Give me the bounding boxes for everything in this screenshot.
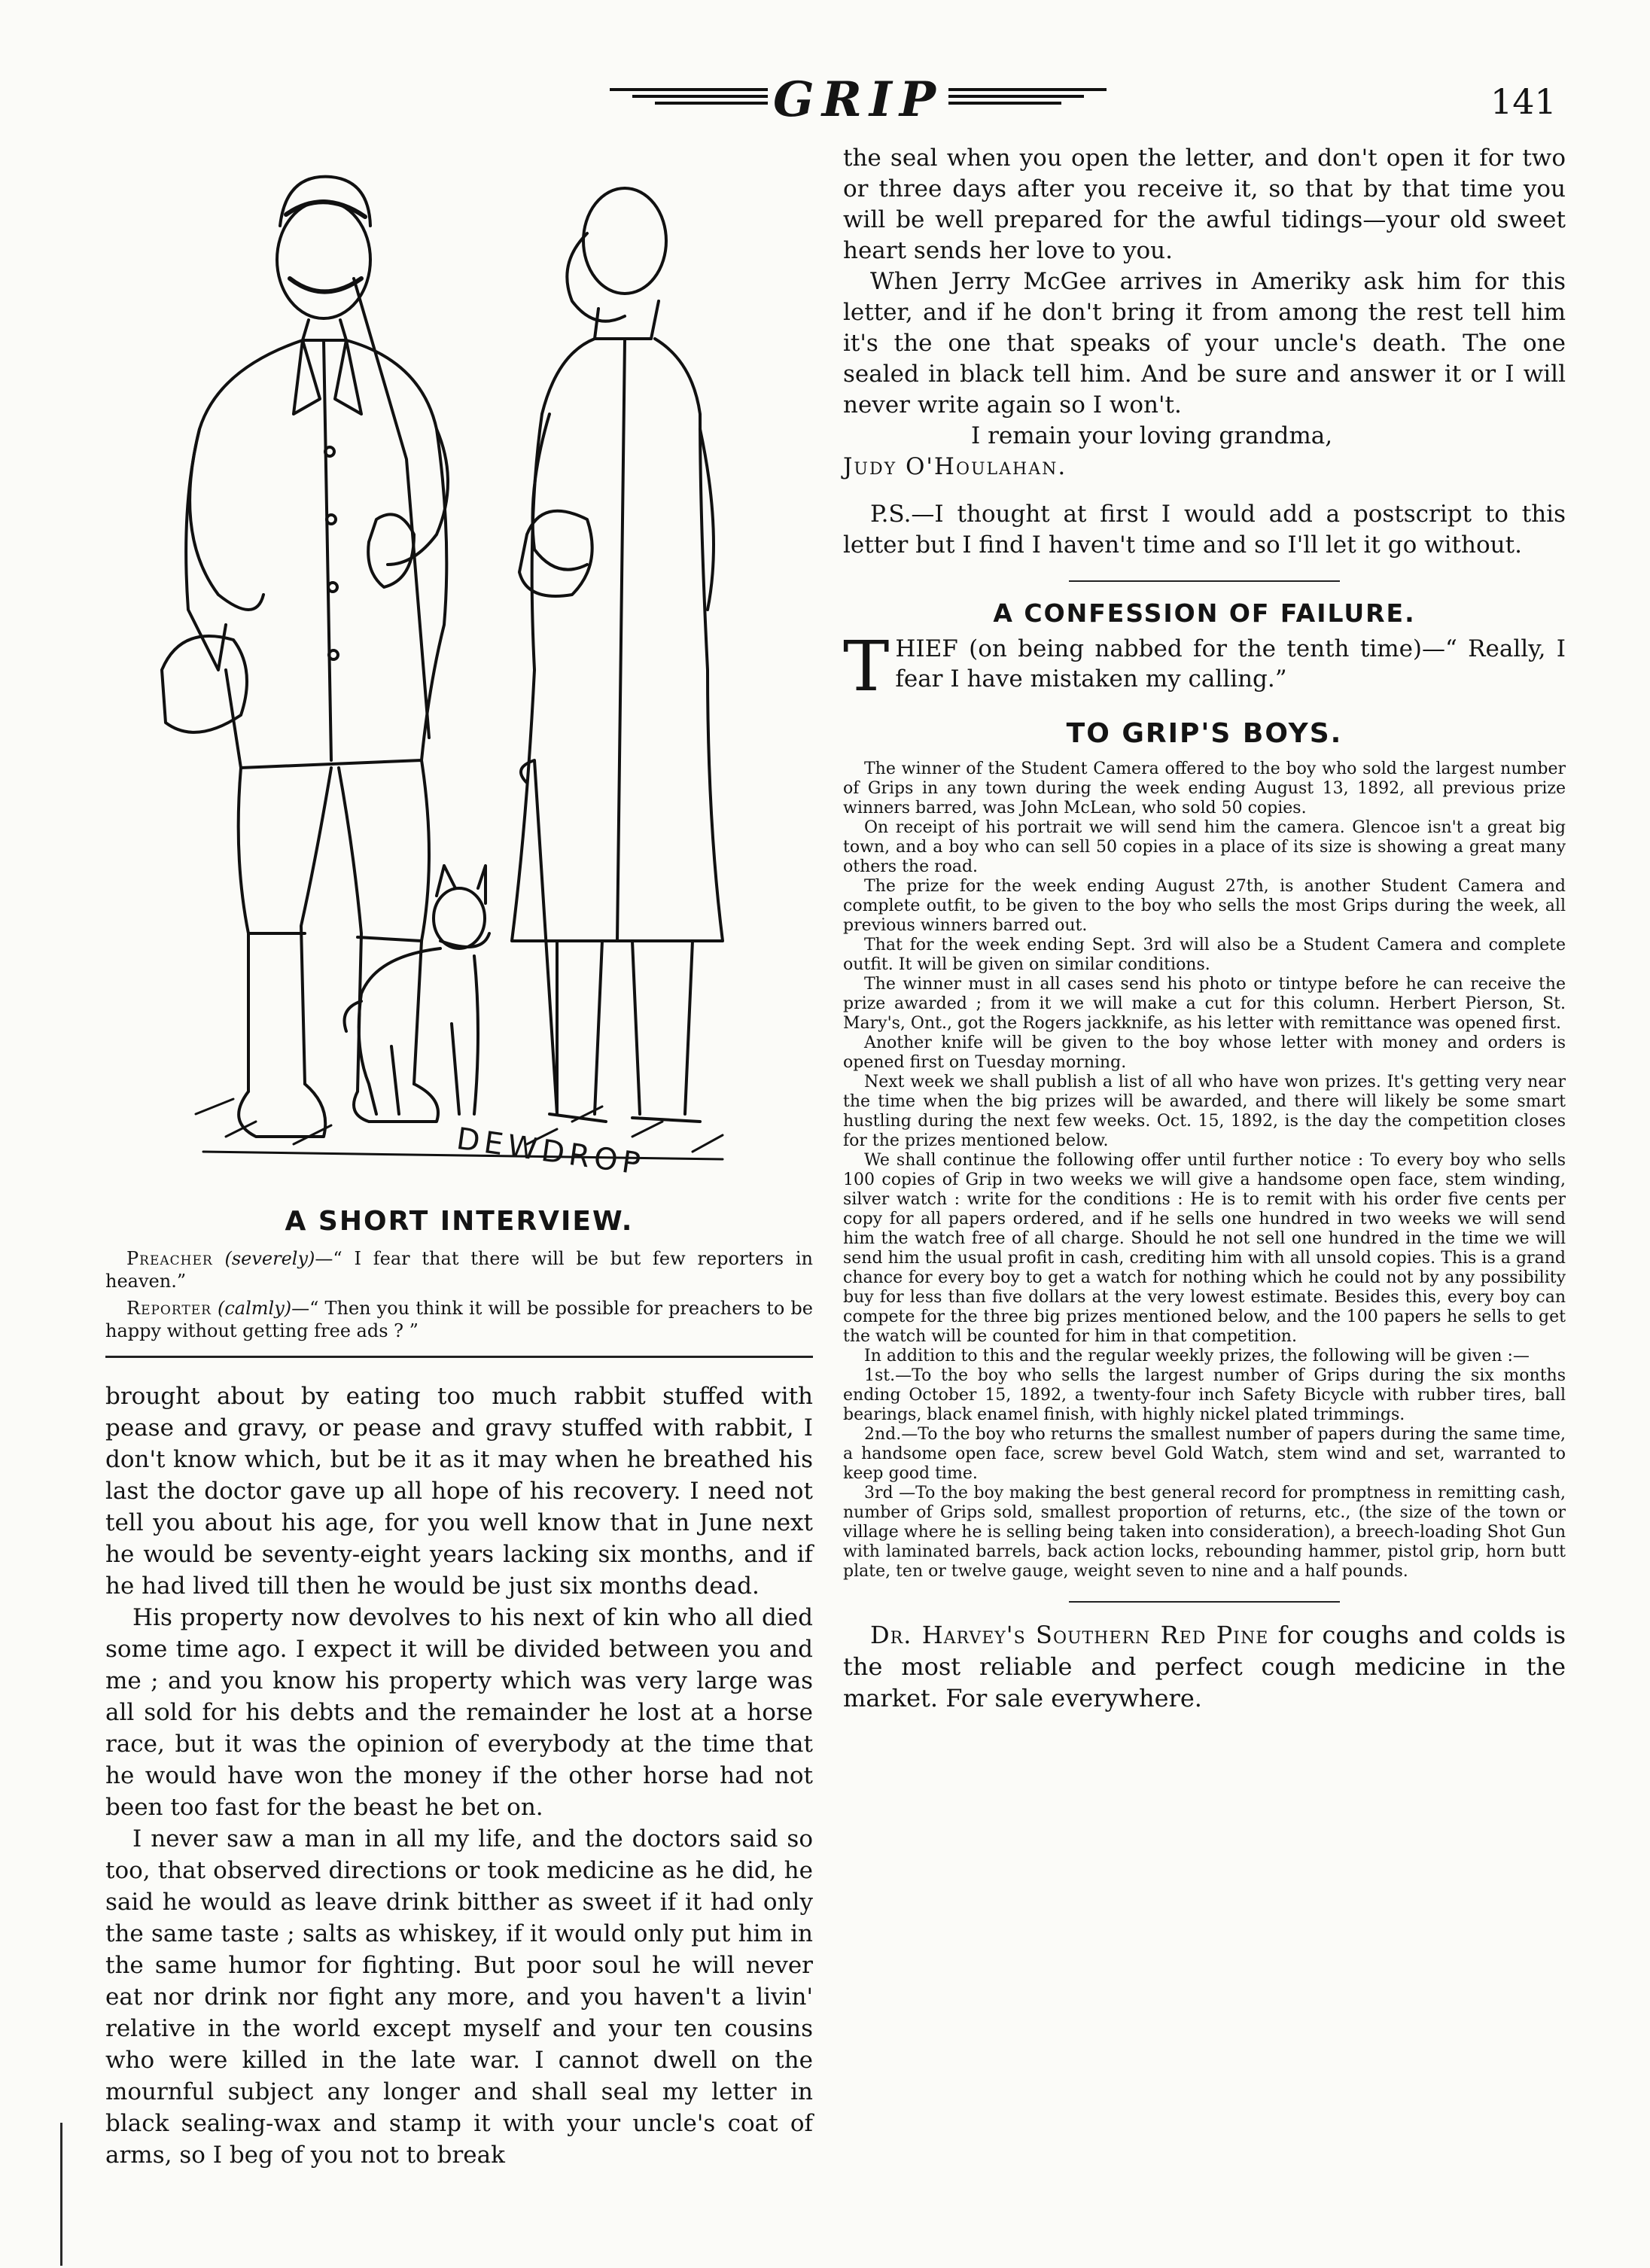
advert-product: Dr. Harvey's Southern Red Pine bbox=[870, 1621, 1269, 1649]
boys-paragraph: 2nd.—To the boy who returns the smallest number of papers during the same time, a handsome open face, screw bevel Gold Watch, stem wind and set, warranted to keep good time. bbox=[843, 1425, 1566, 1483]
letter-closing: I remain your loving grandma, bbox=[971, 422, 1333, 449]
confession-section bbox=[843, 598, 1566, 707]
boys-paragraph: The winner must in all cases send his photo or tintype before he can receive the prize awarded ; from it we will make a cut for this column. Herbert Pierson, St. Mary's, Ont., got the Rogers jackknife, as his letter with remittance was opened first. bbox=[843, 975, 1566, 1033]
boys-heading: TO GRIP'S BOYS. bbox=[1066, 718, 1343, 749]
letter-continued-left bbox=[105, 1381, 813, 2171]
masthead-rule-right bbox=[948, 88, 1107, 118]
boys-paragraph: The prize for the week ending August 27th, is another Student Camera and complete outfit, to be given to the boy who sells the most Grips during the week, all previous winners barred out. bbox=[843, 877, 1566, 935]
letter-continued-right bbox=[843, 143, 1566, 561]
letter-paragraph: When Jerry McGee arrives in Ameriky ask him for this letter, and if he don't bring it from among the rest tell him it's the one that speaks of your uncle's death. The one sealed in black tell him. And be sure and answer it or I will never write again so I won't. bbox=[843, 268, 1566, 419]
cartoon-illustration bbox=[105, 143, 813, 1197]
letter-paragraph: His property now devolves to his next of kin who all died some time ago. I expect it will be divided between you and me ; and you know his property which was very large was all sold for his debts and the remainder he lost at a horse race, but it was the opinion of everybody at the time that he would have won the money if the other horse had not been too fast for the beast he bet on. bbox=[105, 1604, 813, 1821]
dialogue-line-reporter bbox=[105, 1297, 813, 1342]
speaker-name: Preacher bbox=[126, 1248, 213, 1269]
section-divider bbox=[1069, 1601, 1340, 1603]
letter-paragraph: brought about by eating too much rabbit stuffed with pease and gravy, or pease and gravy stuffed with rabbit, I don't know which, but be it as it may when he breathed his last the doctor gave up all hope of his recovery. I need not tell you about his age, for you well know that in June next he would be seventy-eight years lacking six months, and if he had lived till then he would be just six months dead. bbox=[105, 1383, 813, 1600]
page-number: 141 bbox=[1490, 81, 1557, 122]
right-column bbox=[843, 143, 1566, 1714]
section-divider bbox=[105, 1356, 813, 1358]
letter-paragraph: the seal when you open the letter, and don't open it for two or three days after you receive it, so that by that time you will be well prepared for the awful tidings—your old sweet heart sends her love to you. bbox=[843, 145, 1566, 264]
section-divider bbox=[1069, 580, 1340, 582]
advertisement bbox=[843, 1619, 1566, 1714]
boys-paragraph: Next week we shall publish a list of all who have won prizes. It's getting very near the time when the big prizes will be awarded, and there will likely be some smart hustling during the next few weeks. Oct. 15, 1892, is the day the competition closes for the prizes mentioned below. bbox=[843, 1073, 1566, 1150]
confession-heading: A CONFESSION OF FAILURE. bbox=[993, 598, 1416, 628]
masthead-title: GRIP bbox=[773, 72, 943, 128]
dialogue-text: —“ Then you think it will be possible for preachers to be happy without getting free ads ? ” bbox=[105, 1298, 814, 1341]
page-edge-line bbox=[60, 2123, 62, 2266]
boys-paragraph: 1st.—To the boy who sells the largest number of Grips during the six months ending October 15, 1892, a twenty-four inch Safety Bicycle with rubber tires, ball bearings, black enamel finish, with highly nickel plated trimmings. bbox=[843, 1366, 1566, 1424]
boys-paragraph: In addition to this and the regular weekly prizes, the following will be given :— bbox=[864, 1347, 1530, 1365]
letter-signature: Judy O'Houlahan. bbox=[843, 453, 1067, 480]
letter-paragraph: I never saw a man in all my life, and the doctors said so too, that observed directions or took medicine as he did, he said he would as leave drink bitther as sweet if it had only the same taste ; salts as whiskey, if it would only put him in the same humor for fighting. But poor soul he will never eat nor drink nor fight any more, and you haven't a livin' relative in the world except myself and your ten cousins who were killed in the late war. I cannot dwell on the mournful subject any longer and shall seal my letter in black sealing-wax and stamp it with your uncle's coat of arms, so I beg of you not to break bbox=[105, 1825, 813, 2169]
speaker-manner: (calmly) bbox=[217, 1298, 292, 1319]
confession-body: HIEF (on being nabbed for the tenth time)—“ Really, I fear I have mistaken my calling.” bbox=[895, 635, 1566, 693]
speaker-name: Reporter bbox=[126, 1298, 212, 1319]
left-column bbox=[105, 143, 813, 2171]
boys-paragraph: On receipt of his portrait we will send him the camera. Glencoe isn't a great big town, and a boy who can sell 50 copies in a place of its size is showing a great many others the road. bbox=[843, 818, 1566, 876]
boys-paragraph: That for the week ending Sept. 3rd will also be a Student Camera and complete outfit. It will be given on similar conditions. bbox=[843, 936, 1566, 974]
masthead bbox=[587, 72, 1129, 132]
confession-text bbox=[843, 626, 1566, 707]
boys-paragraph: Another knife will be given to the boy whose letter with money and orders is opened first on Tuesday morning. bbox=[843, 1034, 1566, 1072]
boys-paragraph: The winner of the Student Camera offered to the boy who sold the largest number of Grips in any town during the week ending August 13, 1892, all previous prize winners barred, was John McLean, who sold 50 copies. bbox=[843, 760, 1566, 817]
drop-cap: T bbox=[843, 626, 890, 707]
speaker-manner: (severely) bbox=[224, 1248, 315, 1269]
boys-paragraph: 3rd —To the boy making the best general record for promptness in remitting cash, number of Grips sold, smallest proportion of returns, etc., (the size of the town or village where he is selling being taken into consideration), a breech-loading Shot Gun with laminated barrels, back action locks, rebounding hammer, pistol grip, horn butt plate, ten or twelve gauge, weight seven to nine and a half pounds. bbox=[843, 1484, 1566, 1581]
letter-postscript: P.S.—I thought at first I would add a postscript to this letter but I find I haven't time and so I'll let it go without. bbox=[843, 501, 1566, 559]
dialogue-text: —“ I fear that there will be but few reporters in heaven.” bbox=[105, 1248, 813, 1292]
boys-paragraph: We shall continue the following offer until further notice : To every boy who sells 100 copies of Grip in two weeks we will give a handsome open face, stem winding, silver watch : write for the conditions : He is to remit with his order five cents per copy for all papers ordered, and if he sells one hundred in two weeks we will send him the watch free of all charge. Should he not sell one hundred in the time we will send him the usual profit in cash, crediting him with all unsold copies. This is a grand chance for every boy to get a watch for nothing which he could not by any possibility buy for less than five dollars at the very lowest estimate. Besides this, every boy can compete for the three big prizes mentioned below, and the 100 papers he sells to get the watch will be counted for him in that competition. bbox=[843, 1151, 1566, 1346]
dialogue-line-preacher bbox=[105, 1247, 813, 1292]
boys-section bbox=[843, 760, 1566, 1582]
cartoon-drawing bbox=[105, 143, 813, 1197]
artist-signature: DEWDROP bbox=[454, 1122, 647, 1183]
cartoon-title: A SHORT INTERVIEW. bbox=[285, 1206, 634, 1237]
advert-text: for coughs and colds is the most reliable and perfect cough medicine in the market. For sale everywhere. bbox=[843, 1621, 1566, 1712]
